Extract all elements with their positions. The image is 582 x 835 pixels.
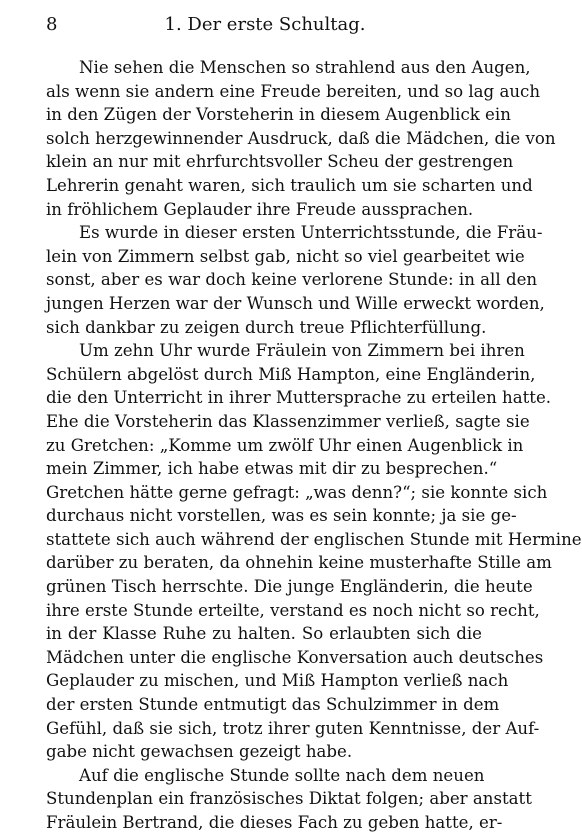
text-line: klein an nur mit ehrfurchtsvoller Scheu der gestrengen bbox=[46, 152, 514, 172]
text-line: stattete sich auch während der englischen Stunde mit Hermine bbox=[46, 529, 582, 549]
paragraph bbox=[46, 221, 545, 339]
page-header bbox=[46, 14, 484, 38]
text-line: Gefühl, daß sie sich, trotz ihrer guten Kenntnisse, der Auf- bbox=[46, 718, 540, 738]
text-line: die den Unterricht in ihrer Muttersprache zu erteilen hatte. bbox=[46, 388, 552, 408]
text-line: als wenn sie andern eine Freude bereiten, und so lag auch bbox=[46, 81, 541, 101]
text-line: Lehrerin genaht waren, sich traulich um sie scharten und bbox=[46, 175, 533, 195]
text-line: gabe nicht gewachsen gezeigt habe. bbox=[46, 742, 353, 762]
text-line: in den Zügen der Vorsteherin in diesem Augenblick ein bbox=[46, 105, 511, 125]
text-line: in der Klasse Ruhe zu halten. So erlaubten sich die bbox=[46, 624, 482, 644]
text-line: lein von Zimmern selbst gab, nicht so viel gearbeitet wie bbox=[46, 246, 525, 266]
text-line: grünen Tisch herrschte. Die junge Engländerin, die heute bbox=[46, 577, 533, 597]
body-text bbox=[46, 56, 582, 835]
text-line: mein Zimmer, ich habe etwas mit dir zu besprechen.“ bbox=[46, 459, 498, 479]
text-line: sonst, aber es war doch keine verlorene Stunde: in all den bbox=[46, 270, 538, 290]
paragraph bbox=[46, 764, 532, 835]
text-line: Ehe die Vorsteherin das Klassenzimmer verließ, sagte sie bbox=[46, 411, 530, 431]
text-line: ihre erste Stunde erteilte, verstand es noch nicht so recht, bbox=[46, 600, 540, 620]
text-line: Es wurde in dieser ersten Unterrichtsstunde, die Fräu- bbox=[79, 223, 543, 243]
paragraph bbox=[46, 339, 582, 764]
running-title: 1. Der erste Schultag. bbox=[164, 14, 366, 35]
page-number: 8 bbox=[46, 14, 58, 35]
text-line: Stundenplan ein französisches Diktat folgen; aber anstatt bbox=[46, 789, 532, 809]
text-line: sich dankbar zu zeigen durch treue Pflichterfüllung. bbox=[46, 317, 487, 337]
paragraph bbox=[46, 56, 556, 221]
text-line: Schülern abgelöst durch Miß Hampton, eine Engländerin, bbox=[46, 364, 536, 384]
text-line: zu Gretchen: „Komme um zwölf Uhr einen Augenblick in bbox=[46, 435, 524, 455]
text-line: solch herzgewinnender Ausdruck, daß die Mädchen, die von bbox=[46, 128, 556, 148]
text-line: Nie sehen die Menschen so strahlend aus den Augen, bbox=[79, 58, 531, 77]
text-line: der ersten Stunde entmutigt das Schulzimmer in dem bbox=[46, 695, 500, 715]
text-line: Auf die englische Stunde sollte nach dem neuen bbox=[79, 765, 485, 785]
text-line: Gretchen hätte gerne gefragt: „was denn?“; sie konnte sich bbox=[46, 482, 548, 502]
text-line: in fröhlichem Geplauder ihre Freude aussprachen. bbox=[46, 199, 474, 219]
text-line: durchaus nicht vorstellen, was es sein konnte; ja sie ge- bbox=[46, 506, 517, 526]
text-line: Mädchen unter die englische Konversation auch deutsches bbox=[46, 647, 544, 667]
text-line: Fräulein Bertrand, die dieses Fach zu geben hatte, er- bbox=[46, 813, 503, 832]
text-line: darüber zu beraten, da ohnehin keine musterhafte Stille am bbox=[46, 553, 552, 573]
text-line: Um zehn Uhr wurde Fräulein von Zimmern bei ihren bbox=[79, 341, 525, 361]
text-line: Geplauder zu mischen, und Miß Hampton verließ nach bbox=[46, 671, 509, 691]
text-line: jungen Herzen war der Wunsch und Wille erweckt worden, bbox=[46, 293, 545, 313]
